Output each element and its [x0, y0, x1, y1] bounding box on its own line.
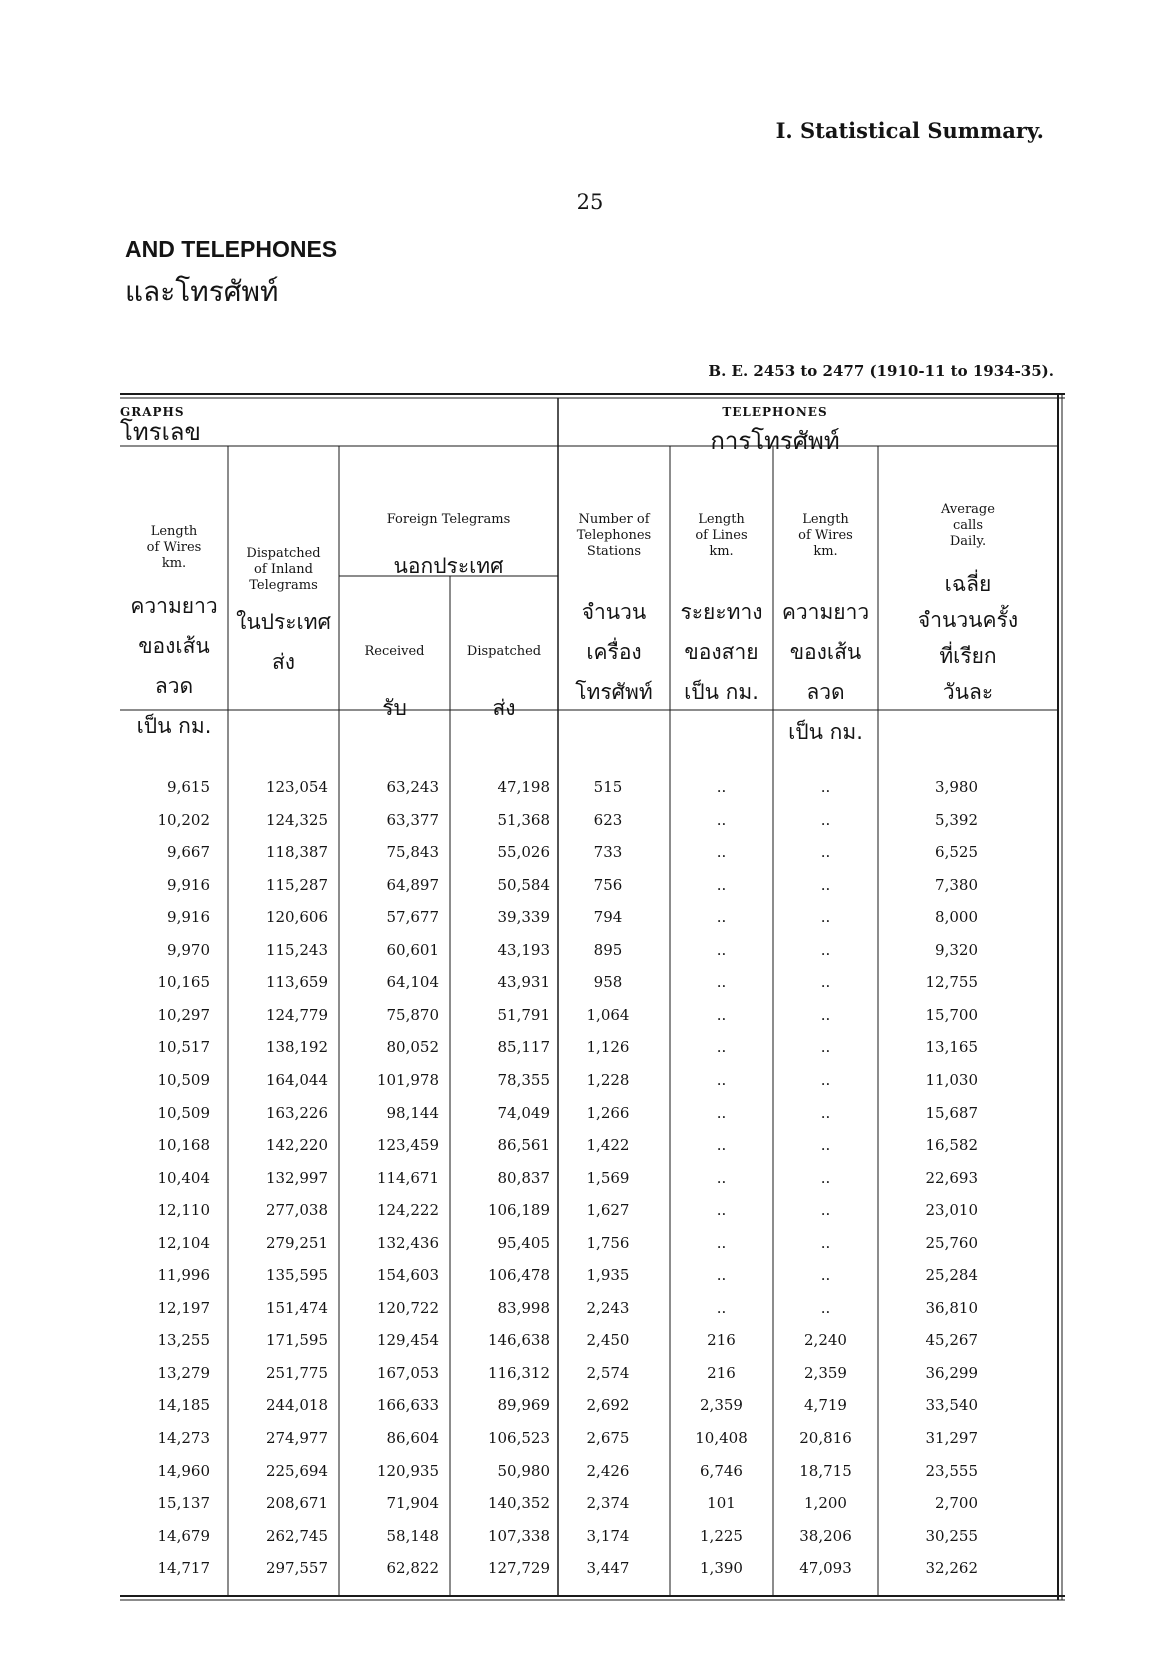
- cell-phone-stations: 2,675: [586, 1429, 630, 1447]
- col-lines-th: ระยะทาง ของสาย เป็น กม.: [680, 600, 763, 704]
- cell-wires: 13,279: [157, 1363, 210, 1382]
- cell-phone-stations: 3,447: [586, 1559, 630, 1578]
- cell-foreign-dispatched: 78,355: [497, 1070, 550, 1089]
- cell-wires: 10,509: [157, 1070, 210, 1089]
- cell-phone-stations: 1,126: [586, 1038, 630, 1057]
- col-calls-th: เฉลี่ย จำนวนครั้ง ที่เรียก วันละ: [917, 572, 1019, 704]
- cell-avg-calls: 25,760: [925, 1233, 978, 1252]
- cell-foreign-dispatched: 106,189: [487, 1201, 550, 1220]
- cell-inland-dispatched: 115,243: [265, 940, 328, 959]
- cell-phone-wires-km: 2,240: [804, 1331, 847, 1350]
- cell-phone-stations: 2,450: [586, 1331, 630, 1350]
- cell-lines-km: ..: [716, 940, 727, 959]
- cell-foreign-dispatched: 95,405: [497, 1233, 550, 1252]
- cell-foreign-received: 167,053: [376, 1363, 439, 1382]
- cell-phone-wires-km: 18,715: [799, 1461, 852, 1480]
- cell-avg-calls: 9,320: [935, 940, 978, 959]
- cell-phone-stations: 1,422: [586, 1136, 630, 1155]
- cell-foreign-dispatched: 47,198: [497, 778, 550, 796]
- cell-phone-wires-km: 2,359: [804, 1363, 847, 1382]
- cell-avg-calls: 45,267: [925, 1331, 978, 1350]
- cell-phone-wires-km: 38,206: [799, 1526, 852, 1545]
- cell-foreign-dispatched: 106,523: [487, 1429, 550, 1447]
- cell-foreign-received: 114,671: [376, 1168, 439, 1187]
- cell-phone-stations: 2,692: [586, 1396, 630, 1415]
- cell-phone-wires-km: 1,200: [804, 1494, 847, 1513]
- cell-avg-calls: 22,693: [925, 1168, 978, 1187]
- cell-foreign-dispatched: 116,312: [487, 1363, 550, 1382]
- cell-wires: 14,185: [157, 1396, 210, 1415]
- cell-avg-calls: 23,555: [925, 1461, 978, 1480]
- cell-wires: 12,104: [157, 1233, 210, 1252]
- cell-wires: 10,517: [157, 1038, 210, 1057]
- col-wires-en: Length of Wires km.: [146, 524, 202, 571]
- cell-foreign-dispatched: 89,969: [497, 1396, 550, 1415]
- cell-lines-km: ..: [716, 843, 727, 862]
- cell-phone-wires-km: ..: [820, 1233, 831, 1252]
- cell-avg-calls: 23,010: [925, 1201, 978, 1220]
- cell-wires: 14,679: [157, 1526, 210, 1545]
- cell-foreign-dispatched: 140,352: [487, 1494, 550, 1513]
- cell-foreign-received: 75,870: [386, 1005, 439, 1024]
- cell-foreign-received: 63,243: [386, 778, 439, 796]
- cell-phone-stations: 3,174: [586, 1526, 630, 1545]
- cell-phone-wires-km: ..: [820, 875, 831, 894]
- cell-foreign-dispatched: 50,584: [497, 875, 550, 894]
- cell-avg-calls: 12,755: [925, 973, 978, 992]
- cell-inland-dispatched: 151,474: [265, 1298, 328, 1317]
- cell-phone-stations: 1,756: [586, 1233, 630, 1252]
- cell-phone-stations: 2,574: [586, 1363, 630, 1382]
- cell-phone-wires-km: ..: [820, 1168, 831, 1187]
- cell-lines-km: 216: [707, 1363, 736, 1382]
- cell-foreign-received: 124,222: [376, 1201, 439, 1220]
- cell-phone-stations: 1,569: [586, 1168, 630, 1187]
- cell-inland-dispatched: 297,557: [265, 1559, 328, 1578]
- cell-phone-wires-km: ..: [820, 973, 831, 992]
- cell-lines-km: ..: [716, 1266, 727, 1285]
- cell-wires: 14,960: [157, 1461, 210, 1480]
- cell-avg-calls: 36,810: [925, 1298, 978, 1317]
- cell-avg-calls: 3,980: [935, 778, 978, 796]
- cell-lines-km: ..: [716, 1070, 727, 1089]
- page-number: 25: [576, 190, 604, 214]
- cell-phone-wires-km: ..: [820, 810, 831, 829]
- cell-phone-stations: 733: [593, 843, 623, 862]
- cell-wires: 11,996: [157, 1266, 210, 1285]
- cell-inland-dispatched: 171,595: [265, 1331, 328, 1350]
- cell-phone-stations: 1,266: [586, 1103, 630, 1122]
- cell-phone-stations: 958: [593, 973, 623, 992]
- cell-foreign-dispatched: 55,026: [497, 843, 550, 862]
- cell-phone-stations: 2,374: [586, 1494, 630, 1513]
- cell-avg-calls: 15,687: [925, 1103, 978, 1122]
- col-stations-en: Number of Telephones Stations: [576, 512, 652, 559]
- section-title: I. Statistical Summary.: [775, 118, 1044, 143]
- cell-lines-km: ..: [716, 875, 727, 894]
- cell-avg-calls: 2,700: [935, 1494, 978, 1513]
- cell-foreign-received: 64,897: [386, 875, 439, 894]
- col-inland-th: ในประเทศ ส่ง: [236, 610, 331, 674]
- cell-lines-km: ..: [716, 1233, 727, 1252]
- col-received-en: Received: [364, 644, 425, 659]
- cell-foreign-dispatched: 43,193: [497, 940, 550, 959]
- cell-foreign-dispatched: 43,931: [497, 973, 550, 992]
- col-foreign-en: Foreign Telegrams: [386, 512, 511, 527]
- cell-phone-wires-km: ..: [820, 1201, 831, 1220]
- cell-foreign-received: 123,459: [376, 1136, 439, 1155]
- cell-wires: 12,197: [157, 1298, 210, 1317]
- col-wires-th: ความยาว ของเส้นลวด เป็น กม.: [130, 594, 218, 738]
- cell-lines-km: ..: [716, 1136, 727, 1155]
- cell-wires: 10,202: [157, 810, 210, 829]
- cell-avg-calls: 16,582: [925, 1136, 978, 1155]
- cell-foreign-dispatched: 39,339: [497, 908, 550, 927]
- cell-avg-calls: 11,030: [925, 1070, 978, 1089]
- telephones-group-thai: การโทรศัพท์: [710, 427, 840, 455]
- cell-phone-wires-km: ..: [820, 1266, 831, 1285]
- cell-wires: 14,717: [157, 1559, 210, 1578]
- cell-inland-dispatched: 277,038: [265, 1201, 328, 1220]
- col-dispatched-en: Dispatched: [466, 644, 542, 659]
- cell-lines-km: 6,746: [700, 1461, 743, 1480]
- col-foreign-th: นอกประเทศ: [393, 554, 504, 578]
- cell-phone-stations: 756: [593, 875, 623, 894]
- cell-foreign-received: 98,144: [386, 1103, 439, 1122]
- col-stations-th: จำนวน เครื่อง โทรศัพท์: [575, 600, 653, 704]
- cell-lines-km: 2,359: [700, 1396, 743, 1415]
- cell-foreign-received: 71,904: [386, 1494, 439, 1513]
- cell-phone-wires-km: 20,816: [799, 1429, 852, 1447]
- cell-lines-km: ..: [716, 778, 727, 796]
- cell-foreign-dispatched: 85,117: [497, 1038, 550, 1057]
- cell-wires: 9,916: [167, 908, 210, 927]
- cell-foreign-dispatched: 50,980: [497, 1461, 550, 1480]
- col-inland-en: Dispatched of Inland Telegrams: [246, 546, 321, 593]
- cell-phone-stations: 623: [593, 810, 623, 829]
- cell-foreign-dispatched: 86,561: [497, 1136, 550, 1155]
- cell-inland-dispatched: 132,997: [265, 1168, 328, 1187]
- cell-avg-calls: 33,540: [925, 1396, 978, 1415]
- cell-inland-dispatched: 244,018: [265, 1396, 328, 1415]
- cell-wires: 12,110: [157, 1201, 210, 1220]
- cell-inland-dispatched: 279,251: [265, 1233, 328, 1252]
- cell-lines-km: 10,408: [695, 1429, 748, 1447]
- cell-foreign-dispatched: 127,729: [487, 1559, 550, 1578]
- cell-foreign-received: 62,822: [386, 1559, 439, 1578]
- cell-phone-wires-km: ..: [820, 908, 831, 927]
- cell-avg-calls: 15,700: [925, 1005, 978, 1024]
- cell-foreign-received: 75,843: [386, 843, 439, 862]
- cell-foreign-dispatched: 74,049: [497, 1103, 550, 1122]
- cell-foreign-received: 58,148: [386, 1526, 439, 1545]
- cell-inland-dispatched: 164,044: [265, 1070, 328, 1089]
- cell-foreign-received: 101,978: [376, 1070, 439, 1089]
- cell-phone-stations: 1,935: [586, 1266, 630, 1285]
- cell-phone-wires-km: ..: [820, 1005, 831, 1024]
- cell-lines-km: ..: [716, 1201, 727, 1220]
- cell-wires: 14,273: [157, 1429, 210, 1447]
- cell-wires: 9,667: [167, 843, 210, 862]
- cell-phone-wires-km: ..: [820, 843, 831, 862]
- cell-inland-dispatched: 262,745: [265, 1526, 328, 1545]
- cell-wires: 9,970: [167, 940, 210, 959]
- cell-wires: 10,509: [157, 1103, 210, 1122]
- cell-wires: 10,404: [157, 1168, 210, 1187]
- cell-foreign-received: 60,601: [386, 940, 439, 959]
- cell-inland-dispatched: 225,694: [265, 1461, 328, 1480]
- cell-lines-km: ..: [716, 810, 727, 829]
- cell-foreign-received: 166,633: [376, 1396, 439, 1415]
- cell-wires: 15,137: [157, 1494, 210, 1513]
- cell-lines-km: ..: [716, 1038, 727, 1057]
- cell-avg-calls: 30,255: [925, 1526, 978, 1545]
- cell-phone-stations: 1,228: [586, 1070, 630, 1089]
- cell-inland-dispatched: 135,595: [265, 1266, 328, 1285]
- cell-foreign-dispatched: 51,791: [497, 1005, 550, 1024]
- col-lines-en: Length of Lines km.: [695, 512, 748, 559]
- cell-phone-wires-km: ..: [820, 1136, 831, 1155]
- cell-inland-dispatched: 120,606: [265, 908, 328, 927]
- cell-foreign-dispatched: 107,338: [487, 1526, 550, 1545]
- cell-inland-dispatched: 124,779: [265, 1005, 328, 1024]
- cell-foreign-received: 120,722: [376, 1298, 439, 1317]
- cell-lines-km: 101: [707, 1494, 736, 1513]
- cell-phone-wires-km: ..: [820, 1038, 831, 1057]
- col-phone-wires-en: Length of Wires km.: [798, 512, 853, 559]
- col-calls-en: Average calls Daily.: [941, 502, 995, 549]
- cell-phone-stations: 515: [593, 778, 623, 796]
- cell-inland-dispatched: 115,287: [265, 875, 328, 894]
- cell-avg-calls: 32,262: [925, 1559, 978, 1578]
- cell-lines-km: 1,390: [700, 1559, 743, 1578]
- cell-avg-calls: 7,380: [935, 875, 978, 894]
- cell-phone-wires-km: ..: [820, 1103, 831, 1122]
- cell-foreign-received: 86,604: [386, 1429, 439, 1447]
- cell-lines-km: ..: [716, 1005, 727, 1024]
- cell-phone-wires-km: ..: [820, 940, 831, 959]
- cell-phone-stations: 895: [593, 940, 623, 959]
- cell-foreign-received: 57,677: [386, 908, 439, 927]
- col-dispatched-th: ส่ง: [492, 696, 516, 720]
- telegraphs-group-label: GRAPHS: [120, 405, 185, 419]
- cell-lines-km: 216: [707, 1331, 736, 1350]
- cell-lines-km: ..: [716, 1103, 727, 1122]
- cell-phone-stations: 1,627: [586, 1201, 630, 1220]
- cell-lines-km: 1,225: [700, 1526, 743, 1545]
- cell-foreign-received: 132,436: [376, 1233, 439, 1252]
- cell-phone-stations: 2,243: [586, 1298, 630, 1317]
- cell-inland-dispatched: 163,226: [265, 1103, 328, 1122]
- col-received-th: รับ: [382, 696, 407, 720]
- cell-wires: 10,297: [157, 1005, 210, 1024]
- cell-phone-stations: 794: [593, 908, 623, 927]
- cell-foreign-received: 154,603: [376, 1266, 439, 1285]
- cell-avg-calls: 31,297: [925, 1429, 978, 1447]
- telegraphs-group-thai: โทรเลข: [120, 418, 201, 446]
- telephones-group-label: TELEPHONES: [722, 405, 828, 419]
- cell-wires: 13,255: [157, 1331, 210, 1350]
- cell-phone-wires-km: ..: [820, 778, 831, 796]
- cell-inland-dispatched: 118,387: [265, 843, 328, 862]
- cell-lines-km: ..: [716, 973, 727, 992]
- cell-wires: 10,168: [157, 1136, 210, 1155]
- cell-avg-calls: 13,165: [925, 1038, 978, 1057]
- cell-wires: 10,165: [157, 973, 210, 992]
- cell-lines-km: ..: [716, 1168, 727, 1187]
- cell-foreign-dispatched: 106,478: [487, 1266, 550, 1285]
- cell-avg-calls: 36,299: [925, 1363, 978, 1382]
- cell-inland-dispatched: 274,977: [265, 1429, 328, 1447]
- cell-phone-wires-km: ..: [820, 1298, 831, 1317]
- col-phone-wires-th: ความยาว ของเส้นลวด เป็น กม.: [781, 600, 870, 744]
- cell-avg-calls: 25,284: [925, 1266, 978, 1285]
- cell-avg-calls: 6,525: [935, 843, 978, 862]
- cell-wires: 9,916: [167, 875, 210, 894]
- cell-foreign-received: 120,935: [376, 1461, 439, 1480]
- cell-foreign-dispatched: 83,998: [497, 1298, 550, 1317]
- cell-foreign-received: 64,104: [386, 973, 439, 992]
- heading-english: AND TELEPHONES: [125, 236, 338, 262]
- cell-foreign-received: 129,454: [376, 1331, 439, 1350]
- heading-thai: และโทรศัพท์: [125, 275, 279, 308]
- cell-phone-wires-km: ..: [820, 1070, 831, 1089]
- cell-phone-wires-km: 47,093: [799, 1559, 852, 1578]
- cell-inland-dispatched: 251,775: [265, 1363, 328, 1382]
- cell-inland-dispatched: 142,220: [265, 1136, 328, 1155]
- cell-foreign-dispatched: 51,368: [497, 810, 550, 829]
- cell-foreign-received: 80,052: [386, 1038, 439, 1057]
- cell-avg-calls: 8,000: [935, 908, 978, 927]
- cell-lines-km: ..: [716, 908, 727, 927]
- cell-inland-dispatched: 113,659: [265, 973, 328, 992]
- cell-foreign-dispatched: 146,638: [487, 1331, 550, 1350]
- cell-phone-stations: 2,426: [586, 1461, 630, 1480]
- cell-avg-calls: 5,392: [935, 810, 978, 829]
- cell-phone-stations: 1,064: [586, 1005, 630, 1024]
- cell-wires: 9,615: [167, 778, 210, 796]
- cell-inland-dispatched: 124,325: [265, 810, 328, 829]
- cell-inland-dispatched: 208,671: [265, 1494, 328, 1513]
- cell-inland-dispatched: 138,192: [265, 1038, 328, 1057]
- cell-foreign-dispatched: 80,837: [497, 1168, 550, 1187]
- period-caption: B. E. 2453 to 2477 (1910-11 to 1934-35).: [708, 362, 1054, 380]
- cell-foreign-received: 63,377: [386, 810, 439, 829]
- cell-phone-wires-km: 4,719: [804, 1396, 847, 1415]
- cell-lines-km: ..: [716, 1298, 727, 1317]
- cell-inland-dispatched: 123,054: [265, 778, 328, 796]
